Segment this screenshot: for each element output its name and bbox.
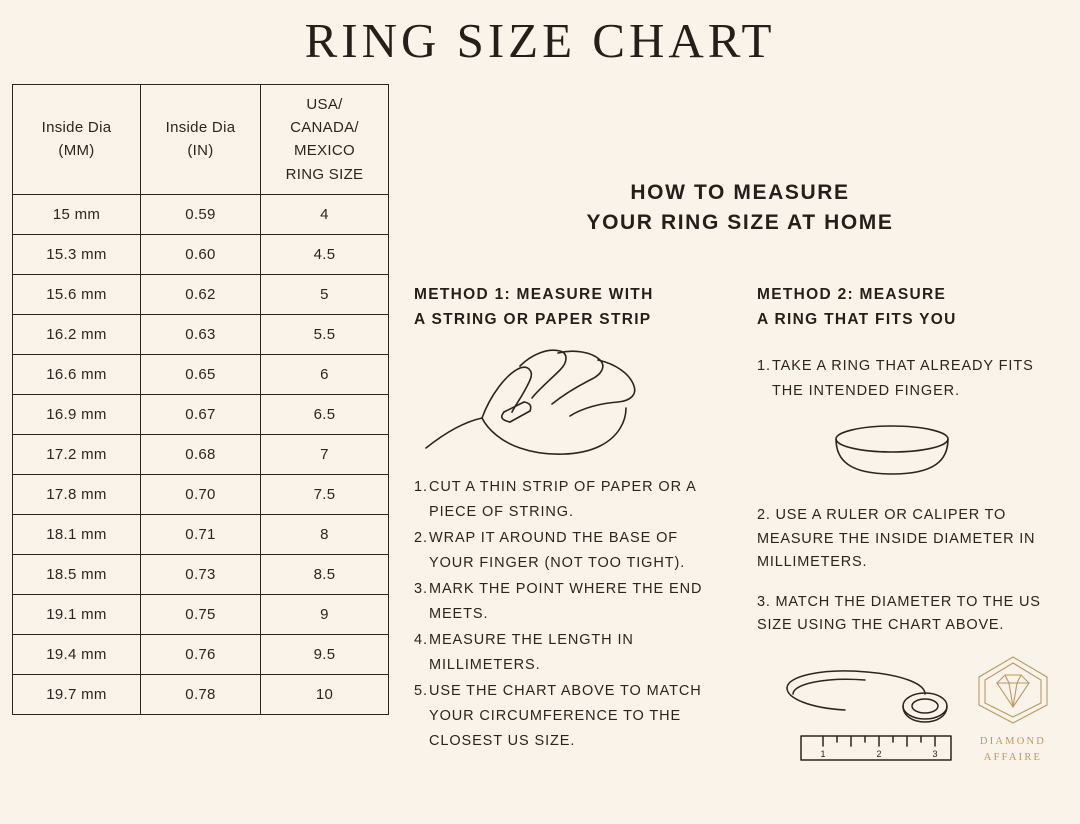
method-2-step-3: 3. MATCH THE DIAMETER TO THE US SIZE USING THE CHART ABOVE.: [757, 593, 1041, 634]
cell-mm: 16.9 mm: [13, 394, 141, 434]
cell-size: 9: [261, 594, 389, 634]
header-line: Inside Dia: [165, 119, 236, 137]
step-text: USE THE CHART ABOVE TO MATCH YOUR CIRCUMFERENCE TO THE CLOSEST US SIZE.: [429, 682, 702, 749]
table-row: [13, 634, 389, 674]
cell-mm: 19.7 mm: [13, 674, 141, 714]
cell-mm: 19.1 mm: [13, 594, 141, 634]
cell-mm: 18.1 mm: [13, 514, 141, 554]
cell-in: 0.60: [141, 234, 261, 274]
header-line: (MM): [58, 142, 95, 160]
page-title: RING SIZE CHART: [304, 13, 776, 68]
cell-size: 7.5: [261, 474, 389, 514]
cell-size: 5: [261, 274, 389, 314]
hand-with-ring-icon: [420, 346, 660, 461]
method-2-step-2: 2. USE A RULER OR CALIPER TO MEASURE THE INSIDE DIAMETER IN MILLIMETERS.: [757, 507, 1036, 571]
ring-band-icon: [827, 422, 957, 484]
cell-in: 0.73: [141, 554, 261, 594]
cell-mm: 17.8 mm: [13, 474, 141, 514]
ring-size-table-wrap: [12, 84, 388, 774]
cell-size: 4.5: [261, 234, 389, 274]
cell-mm: 17.2 mm: [13, 434, 141, 474]
list-item: [414, 628, 723, 678]
list-item: [414, 526, 723, 576]
table-row: [13, 674, 389, 714]
cell-mm: 15.3 mm: [13, 234, 141, 274]
method-2-title-line-1: METHOD 2: MEASURE: [757, 285, 947, 303]
cell-size: 7: [261, 434, 389, 474]
column-header-inside-dia-in: [141, 84, 261, 194]
cell-in: 0.71: [141, 514, 261, 554]
step-text: TAKE A RING THAT ALREADY FITS THE INTENDED FINGER.: [772, 358, 1034, 400]
brand-name-line-1: DIAMOND: [979, 736, 1047, 748]
table-row: [13, 594, 389, 634]
list-item: [414, 475, 723, 525]
cell-mm: 15 mm: [13, 194, 141, 234]
cell-mm: 19.4 mm: [13, 634, 141, 674]
header-line: USA/: [306, 95, 343, 113]
cell-mm: 16.2 mm: [13, 314, 141, 354]
step-number: 1.: [414, 479, 428, 496]
method-2-title: [757, 283, 1066, 333]
table-row: [13, 274, 389, 314]
cell-size: 10: [261, 674, 389, 714]
cell-size: 8: [261, 514, 389, 554]
table-row: [13, 514, 389, 554]
cell-in: 0.59: [141, 194, 261, 234]
method-2-step-1: [757, 354, 1066, 404]
list-item: [414, 679, 723, 754]
step-number: 4.: [414, 631, 428, 648]
method-1-steps: [414, 475, 723, 753]
table-row: [13, 434, 389, 474]
step-text: WRAP IT AROUND THE BASE OF YOUR FINGER (NOT TOO TIGHT).: [429, 530, 686, 572]
step-text: CUT A THIN STRIP OF PAPER OR A PIECE OF STRING.: [429, 479, 696, 521]
method-1-title: [414, 283, 723, 333]
cell-mm: 18.5 mm: [13, 554, 141, 594]
cell-size: 4: [261, 194, 389, 234]
cell-mm: 16.6 mm: [13, 354, 141, 394]
brand-logo: [954, 653, 1072, 766]
cell-in: 0.62: [141, 274, 261, 314]
instructions-panel: [414, 92, 1080, 774]
ring-size-table: [12, 84, 389, 715]
cell-size: 5.5: [261, 314, 389, 354]
cell-in: 0.65: [141, 354, 261, 394]
column-header-ring-size: [261, 84, 389, 194]
cell-size: 6.5: [261, 394, 389, 434]
cell-in: 0.67: [141, 394, 261, 434]
step-number: 3.: [414, 581, 428, 598]
cell-mm: 15.6 mm: [13, 274, 141, 314]
step-text: MARK THE POINT WHERE THE END MEETS.: [429, 581, 703, 623]
list-item: [414, 577, 723, 627]
step-number: 2.: [414, 530, 428, 547]
cell-size: 6: [261, 354, 389, 394]
svg-text:3: 3: [932, 748, 938, 759]
list-item: [757, 354, 1066, 404]
table-row: [13, 314, 389, 354]
header-line: RING SIZE: [285, 165, 364, 183]
cell-in: 0.70: [141, 474, 261, 514]
cell-in: 0.68: [141, 434, 261, 474]
table-row: [13, 394, 389, 434]
brand-name-line-2: AFFAIRE: [983, 751, 1043, 763]
how-to-heading: [414, 178, 1066, 239]
cell-in: 0.63: [141, 314, 261, 354]
table-row: [13, 554, 389, 594]
cell-in: 0.78: [141, 674, 261, 714]
step-number: 5.: [414, 682, 428, 699]
method-1: [414, 283, 745, 774]
header-line: CANADA/: [290, 119, 359, 137]
method-1-title-line-2: A STRING OR PAPER STRIP: [414, 310, 652, 328]
page-body: [0, 68, 1080, 774]
step-text: MEASURE THE LENGTH IN MILLIMETERS.: [429, 631, 634, 673]
table-header-row: [13, 84, 389, 194]
table-row: [13, 354, 389, 394]
svg-text:2: 2: [876, 748, 882, 759]
brand-name: [954, 734, 1072, 766]
how-to-line-2: YOUR RING SIZE AT HOME: [586, 211, 894, 235]
cell-in: 0.76: [141, 634, 261, 674]
svg-text:1: 1: [820, 748, 826, 759]
table-row: [13, 194, 389, 234]
cell-in: 0.75: [141, 594, 261, 634]
cell-size: 9.5: [261, 634, 389, 674]
header-line: (IN): [187, 142, 214, 160]
step-number: 1.: [757, 358, 771, 375]
table-row: [13, 474, 389, 514]
header-line: Inside Dia: [41, 119, 112, 137]
column-header-inside-dia-mm: [13, 84, 141, 194]
table-row: [13, 234, 389, 274]
diamond-logo-mark-icon: [967, 653, 1059, 727]
ring-with-ruler-icon: [775, 664, 975, 774]
method-2-title-line-2: A RING THAT FITS YOU: [757, 310, 957, 328]
how-to-line-1: HOW TO MEASURE: [630, 180, 850, 204]
header-line: MEXICO: [294, 142, 355, 160]
method-1-title-line-1: METHOD 1: MEASURE WITH: [414, 285, 654, 303]
cell-size: 8.5: [261, 554, 389, 594]
